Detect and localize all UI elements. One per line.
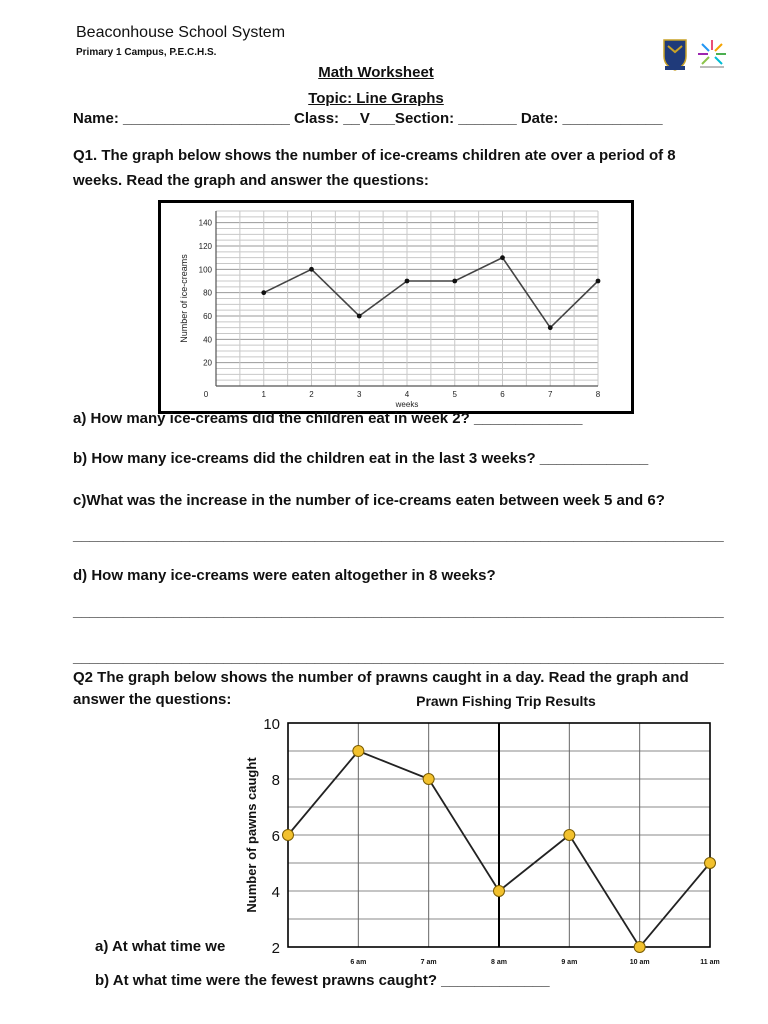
data-point <box>500 255 505 260</box>
data-point <box>261 290 266 295</box>
x-tick-label: 10 am <box>629 959 650 966</box>
data-point <box>283 830 294 841</box>
y-tick-label: 2 <box>271 940 280 957</box>
q1c-answer-line[interactable]: ______________________________________________________________________________ <box>73 527 724 544</box>
school-name: Beaconhouse School System <box>76 24 286 41</box>
x-tick-label: 7 am <box>420 959 437 966</box>
y-tick-label: 40 <box>203 335 212 345</box>
y-tick-label: 80 <box>203 288 212 298</box>
x-tick-label: 6 <box>500 390 505 399</box>
data-point <box>494 886 505 897</box>
x-tick-label: 3 <box>357 390 362 399</box>
y-tick-label: 4 <box>271 884 280 901</box>
chart-title: Prawn Fishing Trip Results <box>416 693 596 709</box>
q2-prompt-line2: answer the questions: <box>73 691 232 708</box>
data-point <box>423 774 434 785</box>
x-tick-label: 5 <box>452 390 457 399</box>
y-tick-label: 20 <box>203 358 212 368</box>
data-point <box>405 279 410 284</box>
q1-prompt-line2: weeks. Read the graph and answer the questions: <box>73 172 429 189</box>
q2b-question: b) At what time were the fewest prawns caught? _____________ <box>95 972 550 989</box>
y-tick-label: 60 <box>203 312 212 321</box>
y-tick-label: 140 <box>198 218 212 228</box>
data-point <box>634 942 645 953</box>
q1-prompt-line1: Q1. The graph below shows the number of ice-creams children ate over a period of 8 <box>73 147 676 164</box>
q1d-answer-line-1[interactable]: ______________________________________________________________________________ <box>73 603 724 620</box>
x-tick-label: 6 am <box>350 959 367 966</box>
q2-prompt-line1: Q2 The graph below shows the number of prawns caught in a day. Read the graph and <box>73 669 689 686</box>
q1d-answer-line-2[interactable]: ______________________________________________________________________________ <box>73 649 724 666</box>
x-tick-label: 9 am <box>561 959 578 966</box>
data-point <box>357 314 362 319</box>
ice-cream-chart-frame <box>158 200 634 414</box>
data-point <box>564 830 575 841</box>
data-point <box>353 746 364 757</box>
worksheet-topic: Topic: Line Graphs <box>308 90 444 107</box>
y-tick-label: 100 <box>198 265 212 275</box>
data-point <box>452 279 457 284</box>
y-tick-label: 10 <box>263 716 280 733</box>
prawn-fishing-line-chart <box>236 690 736 972</box>
y-tick-label: 8 <box>271 772 280 789</box>
ice-cream-line-chart <box>161 203 631 411</box>
student-info-line[interactable]: Name: ____________________ Class: __V___Section: _______ Date: ____________ <box>73 110 663 127</box>
x-tick-label: 11 am <box>700 959 720 966</box>
x-tick-label: 7 <box>548 390 553 399</box>
x-tick-label: 4 <box>404 390 410 399</box>
q1b-question: b) How many ice-creams did the children eat in the last 3 weeks? _____________ <box>73 450 649 467</box>
x-axis-label: weeks <box>395 400 419 409</box>
q2a-question: a) At what time we <box>95 938 226 955</box>
x-tick-label: 0 <box>203 390 209 399</box>
data-point <box>705 858 716 869</box>
y-axis-label: Number of pawns caught <box>244 757 259 913</box>
x-tick-label: 8 am <box>491 959 507 966</box>
x-tick-label: 8 <box>595 390 601 399</box>
x-tick-label: 2 <box>309 390 314 399</box>
data-point <box>548 325 553 330</box>
data-point <box>596 279 601 284</box>
y-tick-label: 120 <box>198 242 212 251</box>
data-point <box>309 267 314 272</box>
x-tick-label: 1 <box>261 390 266 399</box>
q1c-question: c)What was the increase in the number of ice-creams eaten between week 5 and 6? <box>73 492 665 509</box>
q1d-question: d) How many ice-creams were eaten altogether in 8 weeks? <box>73 567 496 584</box>
campus-name: Primary 1 Campus, P.E.C.H.S. <box>76 47 217 58</box>
y-tick-label: 6 <box>271 828 280 845</box>
y-axis-label: Number of ice-creams <box>179 254 189 343</box>
worksheet-title: Math Worksheet <box>318 64 434 81</box>
q1a-question: a) How many ice-creams did the children eat in week 2? _____________ <box>73 410 583 427</box>
